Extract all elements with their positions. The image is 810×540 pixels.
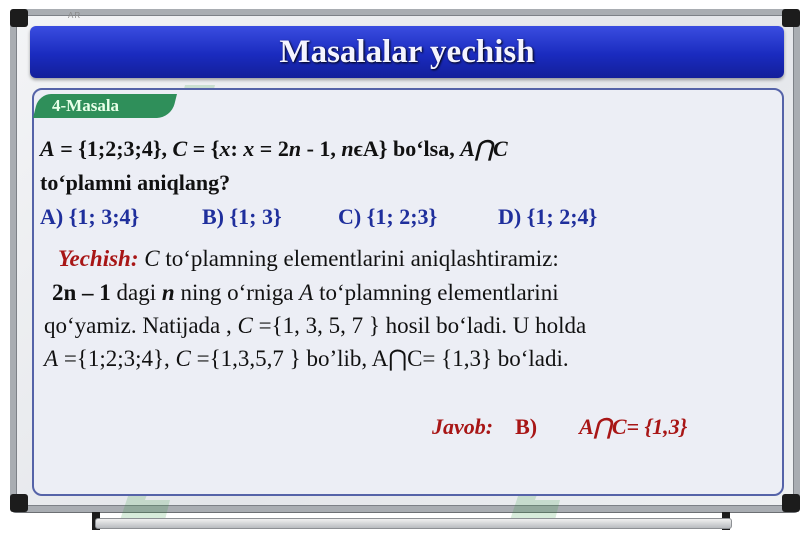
option-c: C) {1; 2;3} xyxy=(338,204,438,229)
solution-line-4: A ={1;2;3;4}, C ={1,3,5,7 } bo’lib, A⋂C= {1,3} bo‘ladi. xyxy=(44,346,569,371)
option-b: B) {1; 3} xyxy=(202,204,282,229)
option-a: A) {1; 3;4} xyxy=(40,204,140,229)
frame-corner xyxy=(782,9,800,27)
title-bar xyxy=(30,26,784,78)
answer-option: B) xyxy=(515,414,538,439)
answer-line xyxy=(432,414,687,440)
option-d: D) {1; 2;4} xyxy=(498,204,598,229)
answer-label: Javob: xyxy=(432,414,494,439)
slide-title: Masalalar yechish xyxy=(279,33,535,70)
solution-line-2: 2n – 1 dagi n ning o‘rniga A to‘plamning elementlarini xyxy=(52,280,559,305)
solution-line-3: qo‘yamiz. Natijada , C ={1, 3, 5, 7 } hosil bo‘ladi. U holda xyxy=(44,313,587,338)
answer-options xyxy=(40,204,680,232)
problem-line-1: A = {1;2;3;4}, C = {x: x = 2n - 1, nϵA} bo‘lsa, A⋂C xyxy=(40,136,508,161)
solution-line-1: Yechish: C to‘plamning elementlarini aniqlashtiramiz: xyxy=(58,246,559,271)
frame-corner xyxy=(10,9,28,27)
problem-line-2: to‘plamni aniqlang? xyxy=(40,170,231,195)
marker-tray xyxy=(95,518,732,529)
board-label: AR xyxy=(68,11,82,20)
frame-corner xyxy=(10,494,28,512)
task-badge-label: 4-Masala xyxy=(52,96,120,115)
frame-corner xyxy=(782,494,800,512)
answer-result: A⋂C= {1,3} xyxy=(579,414,688,439)
